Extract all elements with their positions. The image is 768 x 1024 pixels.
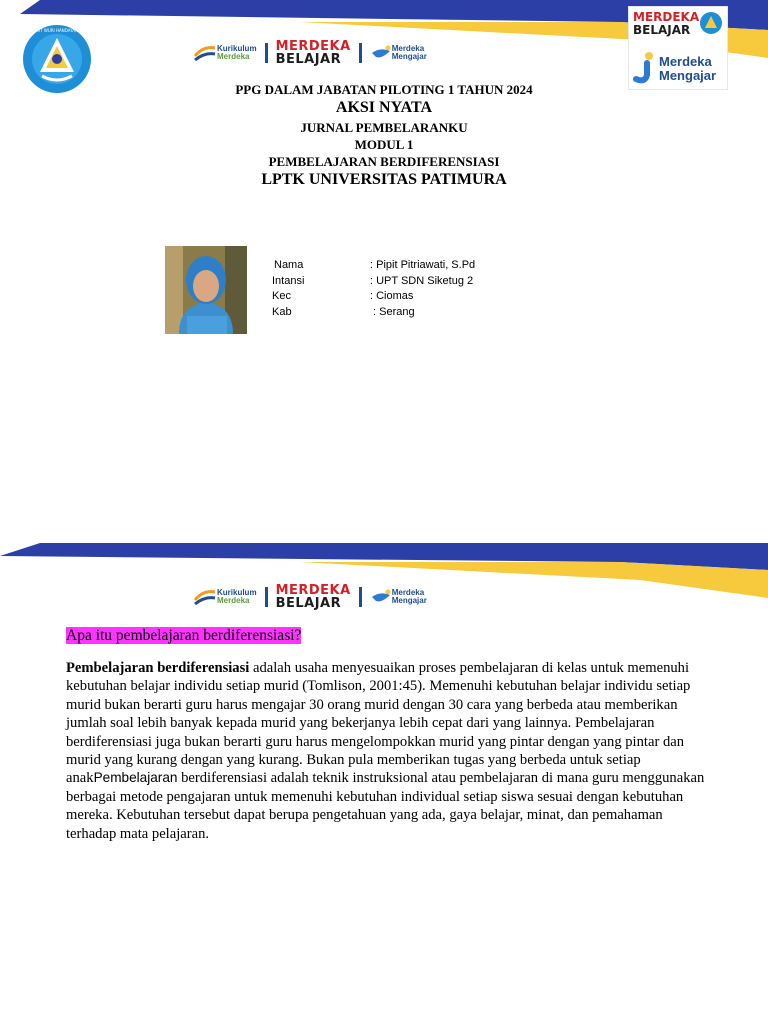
cover-line-1: PPG DALAM JABATAN PILOTING 1 TAHUN 2024 bbox=[235, 82, 533, 97]
merdeka-belajar-logo: MERDEKA BELAJAR bbox=[275, 39, 351, 67]
logo-row bbox=[193, 40, 427, 66]
logo-separator bbox=[359, 43, 362, 63]
cover-line-5: PEMBELAJARAN BERDIFERENSIASI bbox=[268, 154, 500, 169]
kurikulum-merdeka-logo: Kurikulum Merdeka bbox=[193, 44, 257, 62]
body-paragraph: Pembelajaran berdiferensiasi adalah usaha menyesuaikan proses pembelajaran di kelas untuk memenuhi kebutuhan belajar individu setiap murid (Tomlison, 2001:45). Memenuhi kebutuhan belajar individu setiap murid bukan berarti guru harus mengajar 30 orang murid dengan 30 cara yang berbeda atau memberikan jumlah soal lebih banyak kepada murid yang bekerjanya lebih cepat dari yang lainnya. Pembelajaran berdiferensiasi juga bukan berarti guru harus mengelompokkan murid yang pintar dengan yang pintar dan murid yang kurang dengan yang kurang. Bukan pula memberikan tugas yang berbeda untuk setiap anakPembelajaran berdiferensiasi adalah teknik instruksional atau pembelajaran di mana guru menggunakan berbagai metode pengajaran untuk memenuhi kebutuhan individual setiap siswa sesuai dengan kebutuhan mereka. Kebutuhan tersebut dapat berupa pengetahuan yang ada, gaya belajar, minat, dan pemahaman terhadap mata pelajaran. bbox=[66, 660, 705, 842]
page-2 bbox=[0, 540, 768, 1024]
merdeka-mengajar-logo: Merdeka Mengajar bbox=[370, 589, 427, 605]
kurikulum-icon bbox=[193, 44, 217, 62]
merdeka-belajar-box-logo: MERDEKA BELAJAR Merdeka Mengajar bbox=[628, 6, 728, 90]
cover-line-6: LPTK UNIVERSITAS PATIMURA bbox=[261, 171, 507, 188]
portrait-icon bbox=[165, 246, 247, 334]
merdeka-mengajar-logo: Merdeka Mengajar bbox=[370, 45, 427, 61]
logo-row bbox=[193, 584, 427, 610]
kurikulum-merdeka-logo: Kurikulum Merdeka bbox=[193, 588, 257, 606]
logo-separator bbox=[265, 587, 268, 607]
identity-row: Intansi : UPT SDN Siketug 2 bbox=[272, 274, 474, 287]
cover-line-4: MODUL 1 bbox=[354, 137, 414, 152]
emblem-small-icon bbox=[699, 11, 723, 35]
identity-row: Kec : Ciomas bbox=[272, 290, 414, 302]
mengajar-icon bbox=[370, 589, 392, 605]
tut-wuri-text: TUT WURI HANDAYANI bbox=[34, 28, 80, 33]
identity-row: Kab : Serang bbox=[272, 305, 415, 318]
cover-line-2: AKSI NYATA bbox=[335, 99, 433, 116]
mengajar-icon bbox=[370, 45, 392, 61]
kurikulum-icon bbox=[193, 588, 217, 606]
section-heading: Apa itu pembelajaran berdiferensiasi? bbox=[66, 627, 302, 644]
cover-line-3: JURNAL PEMBELARANKU bbox=[300, 120, 468, 135]
profile-photo bbox=[165, 246, 247, 334]
merdeka-belajar-logo: MERDEKA BELAJAR bbox=[275, 583, 351, 611]
identity-row: Nama : Pipit Pitriawati, S.Pd bbox=[274, 259, 476, 271]
term-bold: Pembelajaran berdiferensiasi bbox=[66, 660, 250, 676]
logo-separator bbox=[359, 587, 362, 607]
identity-table bbox=[272, 258, 572, 320]
person-icon bbox=[633, 51, 655, 85]
logo-separator bbox=[265, 43, 268, 63]
